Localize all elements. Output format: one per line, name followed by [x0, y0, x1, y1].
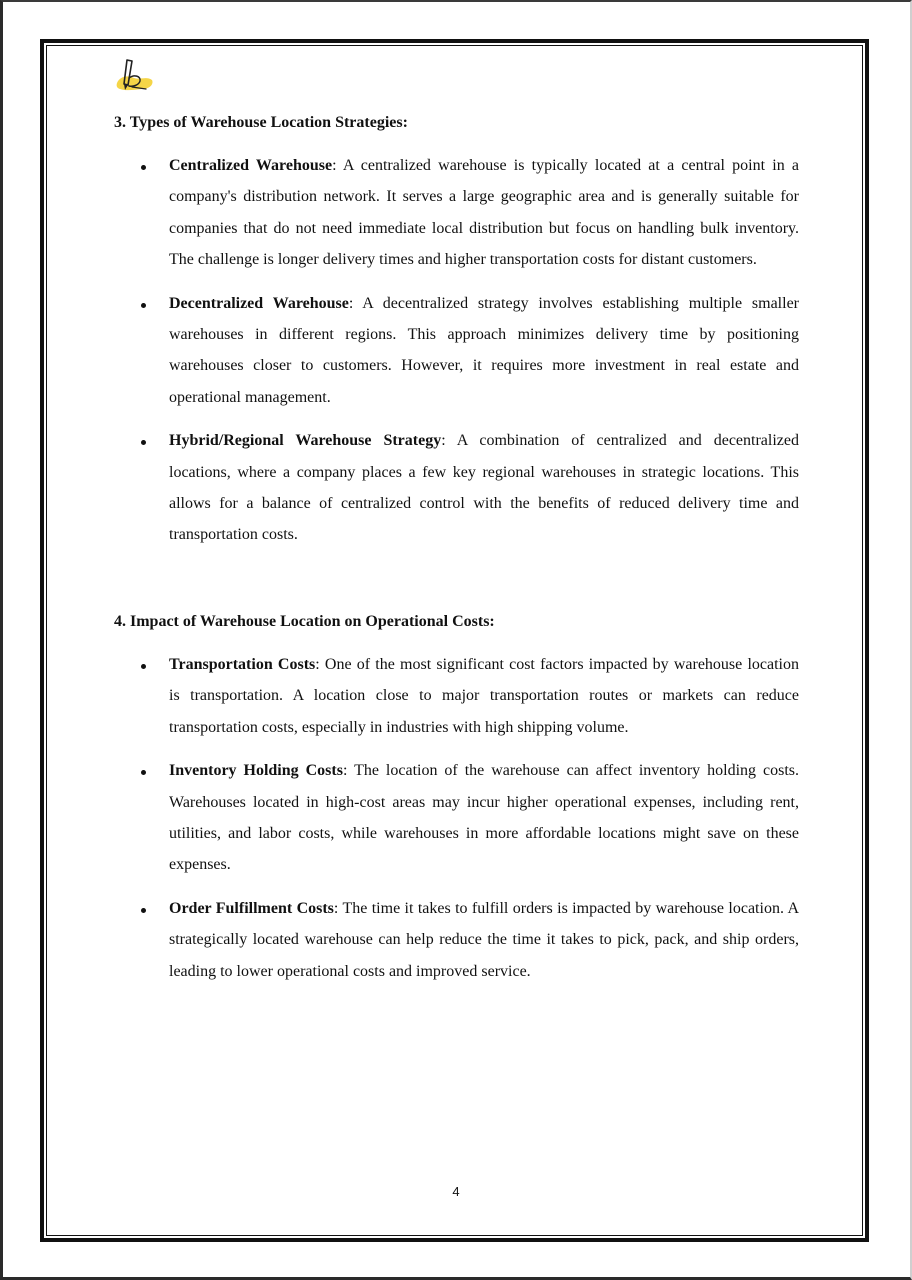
section-heading: 4. Impact of Warehouse Location on Operational Costs: [114, 612, 495, 630]
item-text: : The location of the warehouse can affect inventory holding costs. Warehouses located in high-cost areas may incur higher operational expenses, including rent, utilities, and labor costs, while warehouses in more affordable locations might save on these expenses. [169, 762, 799, 874]
list-item [169, 755, 799, 881]
item-term: Hybrid/Regional Warehouse Strategy [169, 432, 442, 450]
document-body [114, 110, 804, 987]
item-text: : One of the most significant cost factors impacted by warehouse location is transportation. A location close to major transportation routes or markets can reduce transportation costs, especially in industries with high shipping volume. [169, 655, 800, 736]
item-text: : A decentralized strategy involves establishing multiple smaller warehouses in different regions. This approach minimizes delivery time by positioning warehouses closer to customers. However, it requires more investment in real estate and operational management. [169, 294, 800, 406]
item-term: Order Fulfillment Costs [169, 899, 334, 917]
list-item [169, 150, 799, 276]
item-text: : The time it takes to fulfill orders is impacted by warehouse location. A strategically located warehouse can help reduce the time it takes to pick, pack, and ship orders, leading to lower operational costs and improved service. [169, 899, 799, 980]
bullet-list [114, 150, 804, 551]
item-term: Centralized Warehouse [169, 157, 333, 174]
section-heading: 3. Types of Warehouse Location Strategies: [114, 114, 408, 131]
list-item [169, 425, 799, 551]
pencil-highlight-logo-icon [114, 56, 158, 100]
item-text: : A centralized warehouse is typically located at a central point in a company's distribution network. It serves a large geographic area and is generally suitable for companies that do not need immediate local distribution but focus on handling bulk inventory. The challenge is longer delivery times and higher transportation costs for distant customers. [169, 157, 800, 269]
list-item [169, 288, 799, 414]
page-number: 4 [452, 1184, 460, 1199]
item-text: : A combination of centralized and decentralized locations, where a company places a few key regional warehouses in strategic locations. This allows for a balance of centralized control with the benefits of reduced delivery time and transportation costs. [169, 432, 799, 544]
item-term: Transportation Costs [169, 655, 316, 673]
item-term: Inventory Holding Costs [169, 762, 343, 780]
list-item [169, 649, 799, 743]
bullet-list [114, 649, 804, 987]
list-item [169, 893, 799, 987]
item-term: Decentralized Warehouse [169, 294, 349, 312]
